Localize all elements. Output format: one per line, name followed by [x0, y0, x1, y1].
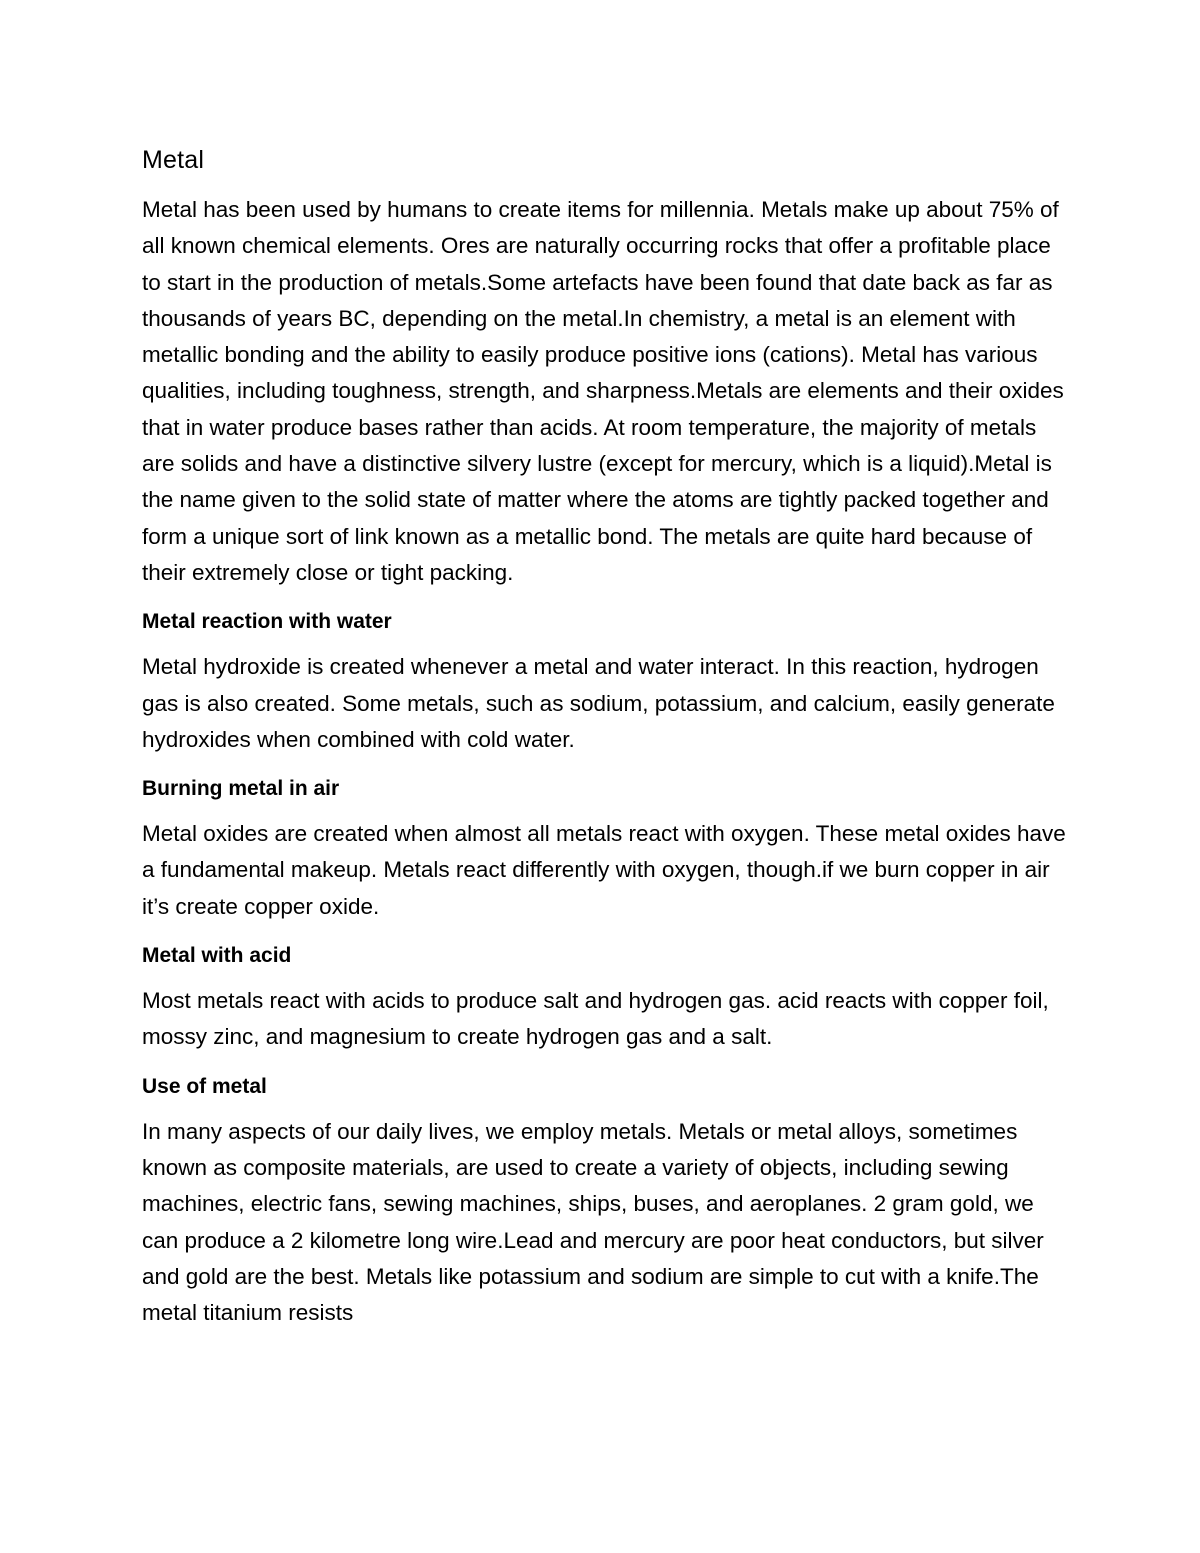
- section-paragraph-use: In many aspects of our daily lives, we employ metals. Metals or metal alloys, sometimes known as composite materials, are used to create a variety of objects, including sewing machines, electric fans, sewing machines, ships, buses, and aeroplanes. 2 gram gold, we can produce a 2 kilometre long wire.Lead and mercury are poor heat conductors, but silver and gold are the best. Metals like potassium and sodium are simple to cut with a knife.The metal titanium resists: [142, 1118, 1044, 1326]
- intro-paragraph: Metal has been used by humans to create items for millennia. Metals make up about 75% of all known chemical elements. Ores are naturally occurring rocks that offer a profitable place to start in the production of metals.Some artefacts have been found that date back as far as thousands of years BC, depending on the metal.In chemistry, a metal is an element with metallic bonding and the ability to easily produce positive ions (cations). Metal has various qualities, including toughness, strength, and sharpness.Metals are elements and their oxides that in water produce bases rather than acids. At room temperature, the majority of metals are solids and have a distinctive silvery lustre (except for mercury, which is a liquid).Metal is the name given to the solid state of matter where the atoms are tightly packed together and form a unique sort of link known as a metallic bond. The metals are quite hard because of their extremely close or tight packing.: [142, 197, 1064, 585]
- section-heading-use: Use of metal: [142, 1074, 267, 1098]
- document-title: Metal: [142, 146, 205, 174]
- section-heading-acid: Metal with acid: [142, 944, 292, 968]
- section-heading-air: Burning metal in air: [142, 777, 340, 801]
- document-body: [142, 140, 1072, 1344]
- section-paragraph-air: Metal oxides are created when almost all metals react with oxygen. These metal oxides have a fundamental makeup. Metals react differently with oxygen, though.if we burn copper in air it’s create copper oxide.: [142, 821, 1066, 919]
- section-paragraph-acid: Most metals react with acids to produce salt and hydrogen gas. acid reacts with copper foil, mossy zinc, and magnesium to create hydrogen gas and a salt.: [142, 988, 1049, 1050]
- section-heading-water: Metal reaction with water: [142, 610, 392, 634]
- section-paragraph-water: Metal hydroxide is created whenever a metal and water interact. In this reaction, hydrogen gas is also created. Some metals, such as sodium, potassium, and calcium, easily generate hydroxides when combined with cold water.: [142, 654, 1055, 752]
